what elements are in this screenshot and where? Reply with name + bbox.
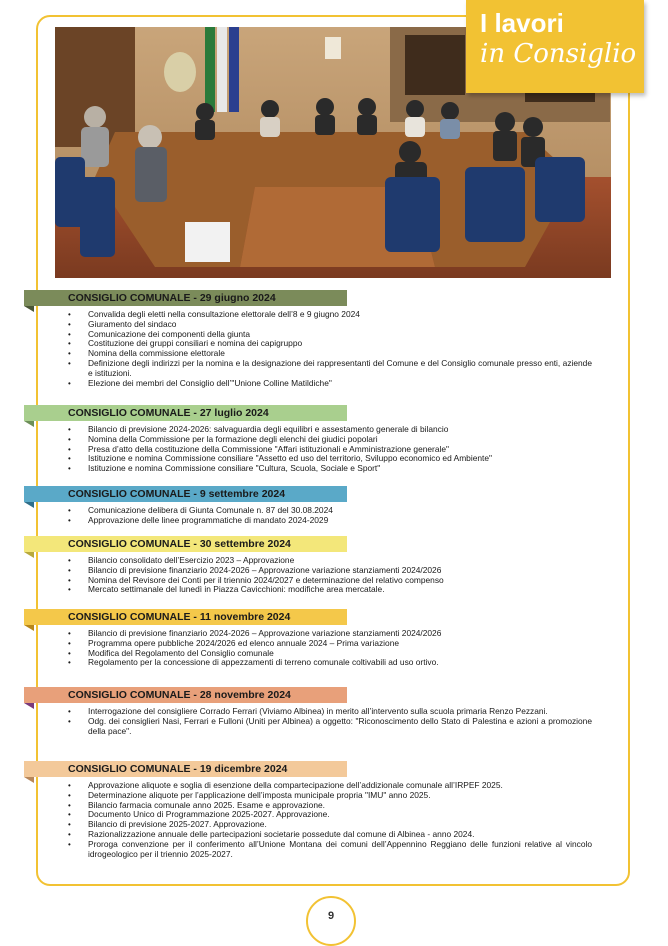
- list-item: • Elezione dei membri del Consiglio dell’"Unione Colline Matildiche": [64, 379, 592, 389]
- list-item: • Comunicazione delibera di Giunta Comunale n. 87 del 30.08.2024: [64, 506, 592, 516]
- section-heading: CONSIGLIO COMUNALE - 29 giugno 2024: [68, 292, 276, 304]
- list-item: • Nomina del Revisore dei Conti per il triennio 2024/2027 e determinazione del relativo compenso: [64, 576, 592, 586]
- list-item: • Istituzione e nomina Commissione consiliare "Assetto ed uso del territorio, Sviluppo economico ed Ambiente": [64, 454, 592, 464]
- list-item: • Definizione degli indirizzi per la nomina e la designazione dei rappresentanti del Comune e del Consiglio comunale presso enti, aziende e istituzioni.: [64, 359, 592, 379]
- list-item: • Odg. dei consiglieri Nasi, Ferrari e Fulloni (Uniti per Albinea) a oggetto: "Riconoscimento dello Stato di Palestina e azioni a promozione della pace".: [64, 717, 592, 737]
- list-item: • Proroga convenzione per il conferimento all’Unione Montana dei comuni dell’Appennino Reggiano delle funzioni relative al vincolo idrogeologico per il triennio 2025-2027.: [64, 840, 592, 860]
- section-heading-bar: [24, 290, 347, 306]
- list-item: • Mercato settimanale del lunedì in Piazza Cavicchioni: modifiche area mercatale.: [64, 585, 592, 595]
- list-item: • Approvazione aliquote e soglia di esenzione della compartecipazione dell’addizionale comunale all’IRPEF 2025.: [64, 781, 592, 791]
- list-item: • Costituzione dei gruppi consiliari e nomina dei capigruppo: [64, 339, 592, 349]
- section-30-settembre: [24, 536, 614, 595]
- list-item: • Regolamento per la concessione di appezzamenti di terreno comunale coltivabili ad uso ortivo.: [64, 658, 592, 668]
- section-heading: CONSIGLIO COMUNALE - 11 novembre 2024: [68, 611, 291, 623]
- list-item: • Giuramento del sindaco: [64, 320, 592, 330]
- list-item: • Programma opere pubbliche 2024/2026 ed elenco annuale 2024 – Prima variazione: [64, 639, 592, 649]
- title-line-1: I lavori: [480, 8, 564, 38]
- list-item: • Bilancio di previsione finanziario 2024-2026 – Approvazione variazione stanziamenti 2024/2026: [64, 566, 592, 576]
- section-heading: CONSIGLIO COMUNALE - 19 dicembre 2024: [68, 763, 288, 775]
- section-heading-bar: [24, 405, 347, 421]
- list-item: • Approvazione delle linee programmatiche di mandato 2024-2029: [64, 516, 592, 526]
- section-heading-bar: [24, 687, 347, 703]
- section-heading: CONSIGLIO COMUNALE - 27 luglio 2024: [68, 407, 269, 419]
- list-item: • Interrogazione del consigliere Corrado Ferrari (Viviamo Albinea) in merito all’intervento sulla scuola primaria Renzo Pezzani.: [64, 707, 592, 717]
- section-19-dicembre: [24, 761, 614, 859]
- section-9-settembre: [24, 486, 614, 526]
- section-11-novembre: [24, 609, 614, 668]
- section-heading-bar: [24, 609, 347, 625]
- list-item: • Razionalizzazione annuale delle partecipazioni societarie possedute dal comune di Albinea - anno 2024.: [64, 830, 592, 840]
- list-item: • Nomina della commissione elettorale: [64, 349, 592, 359]
- list-item: • Bilancio consolidato dell’Esercizio 2023 – Approvazione: [64, 556, 592, 566]
- list-item: • Bilancio di previsione 2024-2026: salvaguardia degli equilibri e assestamento generale di bilancio: [64, 425, 592, 435]
- list-item: • Comunicazione dei componenti della giunta: [64, 330, 592, 340]
- section-29-giugno: [24, 290, 614, 388]
- list-item: • Convalida degli eletti nella consultazione elettorale dell’8 e 9 giugno 2024: [64, 310, 592, 320]
- page-number: 9: [306, 896, 356, 946]
- list-item: • Presa d’atto della costituzione della Commissione "Affari istituzionali e Amministrazione generale": [64, 445, 592, 455]
- section-heading: CONSIGLIO COMUNALE - 9 settembre 2024: [68, 488, 286, 500]
- list-item: • Bilancio di previsione 2025-2027. Approvazione.: [64, 820, 592, 830]
- list-item: • Nomina della Commissione per la formazione degli elenchi dei giudici popolari: [64, 435, 592, 445]
- title-box: [466, 0, 644, 93]
- list-item: • Bilancio di previsione finanziario 2024-2026 – Approvazione variazione stanziamenti 2024/2026: [64, 629, 592, 639]
- section-heading-bar: [24, 761, 347, 777]
- section-heading: CONSIGLIO COMUNALE - 28 novembre 2024: [68, 689, 291, 701]
- list-item: • Documento Unico di Programmazione 2025-2027. Approvazione.: [64, 810, 592, 820]
- section-28-novembre: [24, 687, 614, 736]
- section-heading: CONSIGLIO COMUNALE - 30 settembre 2024: [68, 538, 291, 550]
- list-item: • Modifica del Regolamento del Consiglio comunale: [64, 649, 592, 659]
- section-heading-bar: [24, 536, 347, 552]
- list-item: • Istituzione e nomina Commissione consiliare "Cultura, Scuola, Sociale e Sport": [64, 464, 592, 474]
- section-heading-bar: [24, 486, 347, 502]
- section-27-luglio: [24, 405, 614, 474]
- title-line-2: in Consiglio: [480, 39, 637, 69]
- list-item: • Determinazione aliquote per l’applicazione dell’imposta municipale propria "IMU" anno 2025.: [64, 791, 592, 801]
- list-item: • Bilancio farmacia comunale anno 2025. Esame e approvazione.: [64, 801, 592, 811]
